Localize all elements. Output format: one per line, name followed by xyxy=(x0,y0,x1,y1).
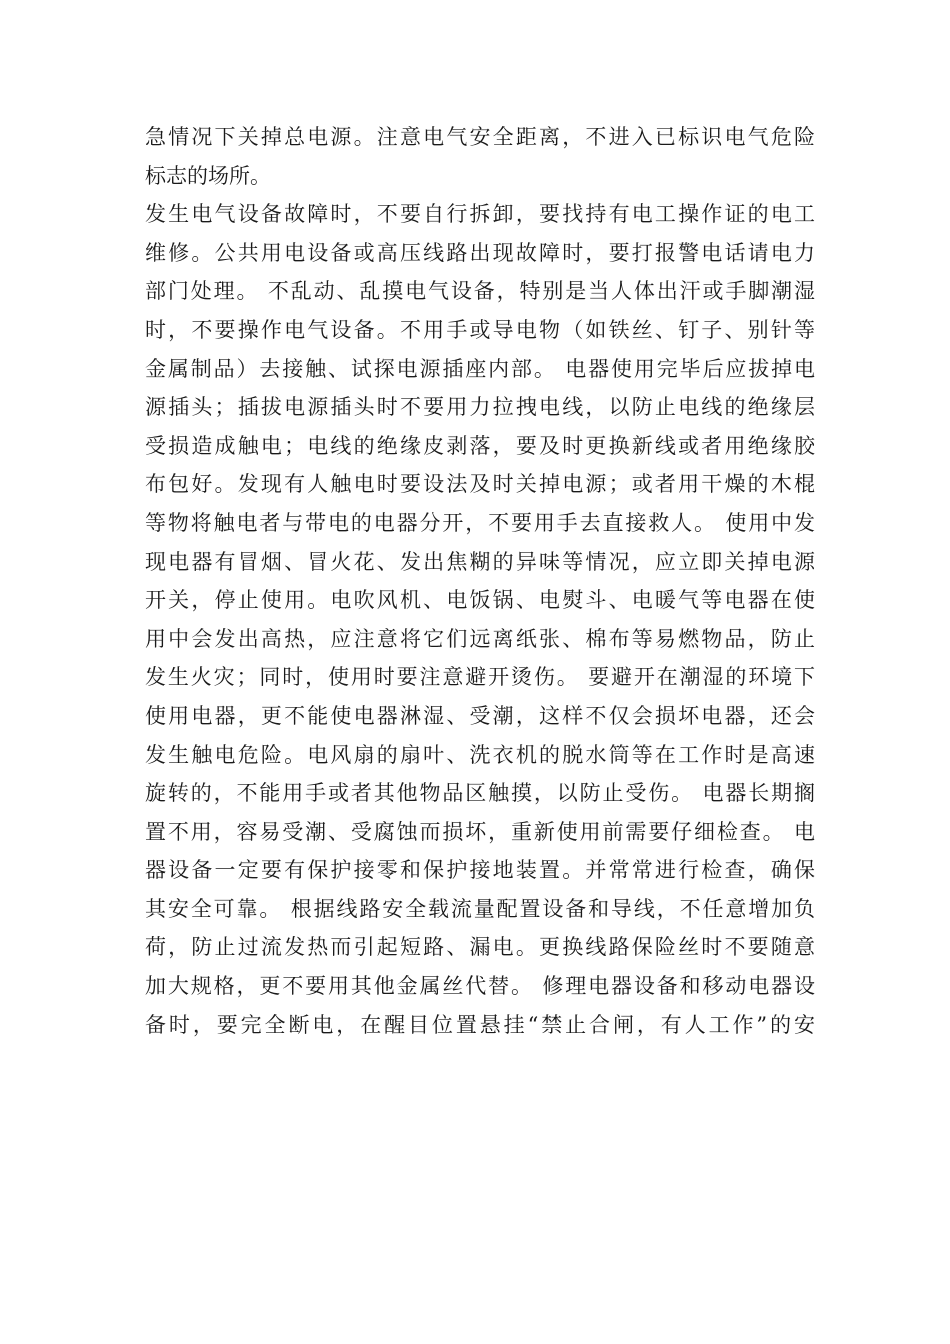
text-line: 其安全可靠。 根据线路安全载流量配置设备和导线，不任意增加负 xyxy=(145,896,815,921)
text-line: 布包好。发现有人触电时要设法及时关掉电源；或者用干燥的木棍 xyxy=(145,472,815,497)
text-line: 现电器有冒烟、冒火花、发出焦糊的异味等情况，应立即关掉电源 xyxy=(145,549,815,574)
text-line: 旋转的，不能用手或者其他物品区触摸，以防止受伤。 电器长期搁 xyxy=(145,781,815,806)
text-line: 器设备一定要有保护接零和保护接地装置。并常常进行检查，确保 xyxy=(145,858,815,883)
text-line: 源插头；插拔电源插头时不要用力拉拽电线，以防止电线的绝缘层 xyxy=(145,395,815,420)
text-line: 开关，停止使用。电吹风机、电饭锅、电熨斗、电暖气等电器在使 xyxy=(145,588,815,613)
text-line: 等物将触电者与带电的电器分开，不要用手去直接救人。 使用中发 xyxy=(145,510,815,535)
text-line: 发生触电危险。电风扇的扇叶、洗衣机的脱水筒等在工作时是高速 xyxy=(145,742,815,767)
text-line: 维修。公共用电设备或高压线路出现故障时，要打报警电话请电力 xyxy=(145,240,815,265)
text-line: 发生火灾；同时，使用时要注意避开烫伤。 要避开在潮湿的环境下 xyxy=(145,665,815,690)
text-line: 受损造成触电；电线的绝缘皮剥落，要及时更换新线或者用绝缘胶 xyxy=(145,433,815,458)
text-line: 备时，要完全断电，在醒目位置悬挂“禁止合闸，有人工作”的安 xyxy=(145,1012,815,1037)
text-line: 金属制品）去接触、试探电源插座内部。 电器使用完毕后应拔掉电 xyxy=(145,356,815,381)
text-line: 标志的场所。 xyxy=(145,163,271,188)
text-line: 使用电器，更不能使电器淋湿、受潮，这样不仅会损坏电器，还会 xyxy=(145,703,815,728)
text-line: 用中会发出高热，应注意将它们远离纸张、棉布等易燃物品，防止 xyxy=(145,626,815,651)
text-line: 急情况下关掉总电源。注意电气安全距离，不进入已标识电气危险 xyxy=(145,125,815,149)
text-line: 发生电气设备故障时，不要自行拆卸，要找持有电工操作证的电工 xyxy=(145,202,815,227)
text-line: 部门处理。 不乱动、乱摸电气设备，特别是当人体出汗或手脚潮湿 xyxy=(145,279,815,304)
text-line: 置不用，容易受潮、受腐蚀而损坏，重新使用前需要仔细检查。 电 xyxy=(145,819,815,844)
text-line: 时，不要操作电气设备。不用手或导电物（如铁丝、钉子、别针等 xyxy=(145,317,815,342)
body-text xyxy=(145,118,815,1044)
text-line: 加大规格，更不要用其他金属丝代替。 修理电器设备和移动电器设 xyxy=(145,974,815,999)
text-line: 荷，防止过流发热而引起短路、漏电。更换线路保险丝时不要随意 xyxy=(145,935,815,960)
